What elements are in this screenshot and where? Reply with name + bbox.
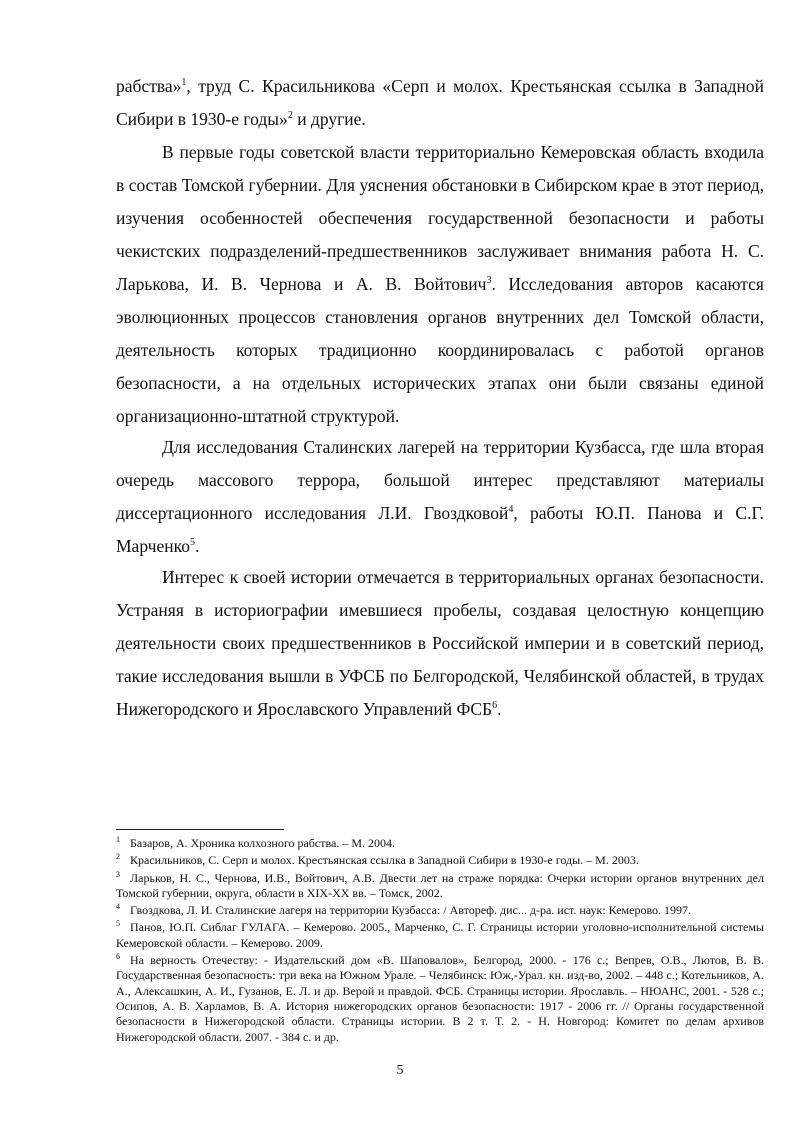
body-paragraph-continuation <box>116 70 764 136</box>
footnote-reference[interactable]: 5 <box>189 537 195 549</box>
footnote: 5 Панов, Ю.П. Сиблаг ГУЛАГА. – Кемерово. 2005., Марченко, С. Г. Страницы истории уголовно-исполнительной системы Кемеровской области. – Кемерово. 2009. <box>116 919 764 950</box>
paragraph-text: . Исследования авторов касаются эволюционных процессов становления органов внутренних дел Томской области, деятельность которых традиционно координировалась с работой органов безопасности, а на отдельных исторических этапах они были связаны единой организационно-штатной структурой. <box>116 274 764 426</box>
footnote-reference[interactable]: 1 <box>181 77 187 89</box>
footnote-text: Базаров, А. Хроника колхозного рабства. – М. 2004. <box>130 836 395 850</box>
footnote-text: Гвоздкова, Л. И. Сталинские лагеря на территории Кузбасса: / Автореф. дис... д-ра. ист. наук: Кемерово. 1997. <box>130 903 692 918</box>
paragraph <box>116 561 764 726</box>
paragraph-text: , труд С. Красильникова «Серп и молох. Крестьянская ссылка в Западной Сибири в 1930-е годы» <box>116 76 764 129</box>
page-number: 5 <box>396 1063 404 1078</box>
footnote: 4 Гвоздкова, Л. И. Сталинские лагеря на территории Кузбасса: / Автореф. дис... д-ра. ист. наук: Кемерово. 1997. <box>116 902 692 918</box>
body-paragraph-1 <box>116 136 764 433</box>
footnote-reference[interactable]: 3 <box>486 275 492 287</box>
footnote: 1 Базаров, А. Хроника колхозного рабства. – М. 2004. <box>116 835 395 850</box>
body-paragraph-3 <box>116 561 764 726</box>
footnote: 6 На верность Отечеству: - Издательский дом «В. Шаповалов», Белгород, 2000. - 176 с.; Вепрев, О.В., Лютов, В. В. Государственная безопасность: три века на Южном Урале. – Челябинск: Юж,-Урал. кн. изд-во, 2002. – 448 с.; Котельников, А. А., Алексашкин, А. И., Гузанов, Е. Л. и др. Верой и правдой. ФСБ. Страницы истории. Ярославль. – НЮАНС, 2001. - 528 с.; Осипов, А. В. Харламов, В. А. История нижегородских органов безопасности: 1917 - 2006 гг. // Органы государственной безопасности в Нижегородской области. Страницы истории. В 2 т. Т. 2. - Н. Новгород: Комитет по делам архивов Нижегородской области. 2007. - 384 с. и др. <box>116 952 764 1044</box>
footnote-text: Панов, Ю.П. Сиблаг ГУЛАГА. – Кемерово. 2005., Марченко, С. Г. Страницы истории уголовно-исполнительной системы Кемеровской области. – Кемерово. 2009. <box>116 920 764 950</box>
footnote: 3 Ларьков, Н. С., Чернова, И.В., Войтович, А.В. Двести лет на страже порядка: Очерки истории органов внутренних дел Томской губернии, округа, области в XIX-XX вв. – Томск, 2002. <box>116 869 764 900</box>
body-paragraph-2 <box>116 431 764 563</box>
paragraph <box>116 70 764 136</box>
paragraph-text: . <box>497 699 502 719</box>
footnote: 2 Красильников, С. Серп и молох. Крестьянская ссылка в Западной Сибири в 1930-е годы. – М. 2003. <box>116 852 639 868</box>
footnote-text: Ларьков, Н. С., Чернова, И.В., Войтович, А.В. Двести лет на страже порядка: Очерки истории органов внутренних дел Томской губернии, округа, области в XIX-XX вв. – Томск, 2002. <box>116 870 764 900</box>
paragraph <box>116 431 764 563</box>
paragraph-text: , работы Ю.П. Панова и С.Г. Марченко <box>116 503 764 556</box>
paragraph-text: Для исследования Сталинских лагерей на территории Кузбасса, где шла вторая очередь массового террора, большой интерес представляют материалы диссертационного исследования Л.И. Гвоздковой <box>116 437 764 523</box>
paragraph <box>116 136 764 433</box>
paragraph-text: В первые годы советской власти территориально Кемеровская область входила в состав Томской губернии. Для уяснения обстановки в Сибирском крае в этот период, изучения особенностей обеспечения государственной безопасности и работы чекистских подразделений-предшественников заслуживает внимания работа Н. С. Ларькова, И. В. Чернова и А. В. Войтович <box>116 142 764 294</box>
footnote-separator <box>116 829 284 830</box>
paragraph-text: . <box>194 536 200 556</box>
footnote-text: На верность Отечеству: - Издательский дом «В. Шаповалов», Белгород, 2000. - 176 с.; Вепрев, О.В., Лютов, В. В. Государственная безопасность: три века на Южном Урале. – Челябинск: Юж,-Урал. кн. изд-во, 2002. – 448 с.; Котельников, А. А., Алексашкин, А. И., Гузанов, Е. Л. и др. Верой и правдой. ФСБ. Страницы истории. Ярославль. – НЮАНС, 2001. - 528 с.; Осипов, А. В. Харламов, В. А. История нижегородских органов безопасности: 1917 - 2006 гг. // Органы государственной безопасности в Нижегородской области. Страницы истории. В 2 т. Т. 2. - Н. Новгород: Комитет по делам архивов Нижегородской области. 2007. - 384 с. и др. <box>116 953 764 1044</box>
footnote-text: Красильников, С. Серп и молох. Крестьянская ссылка в Западной Сибири в 1930-е годы. – М. 2003. <box>130 853 639 868</box>
footnote-reference[interactable]: 4 <box>508 504 514 516</box>
paragraph-text: и другие. <box>292 109 366 129</box>
paragraph-text: рабства» <box>116 76 182 96</box>
paragraph-text: Интерес к своей истории отмечается в территориальных органах безопасности. Устраняя в историографии имевшиеся пробелы, создавая целостную концепцию деятельности своих предшественников в Российской империи и в советский период, такие исследования вышли в УФСБ по Белгородской, Челябинской областей, в трудах Нижегородского и Ярославского Управлений ФСБ <box>116 567 764 719</box>
footnotes-section <box>116 836 764 1047</box>
footnote-reference[interactable]: 2 <box>287 110 293 122</box>
footnote-reference[interactable]: 6 <box>492 700 498 712</box>
